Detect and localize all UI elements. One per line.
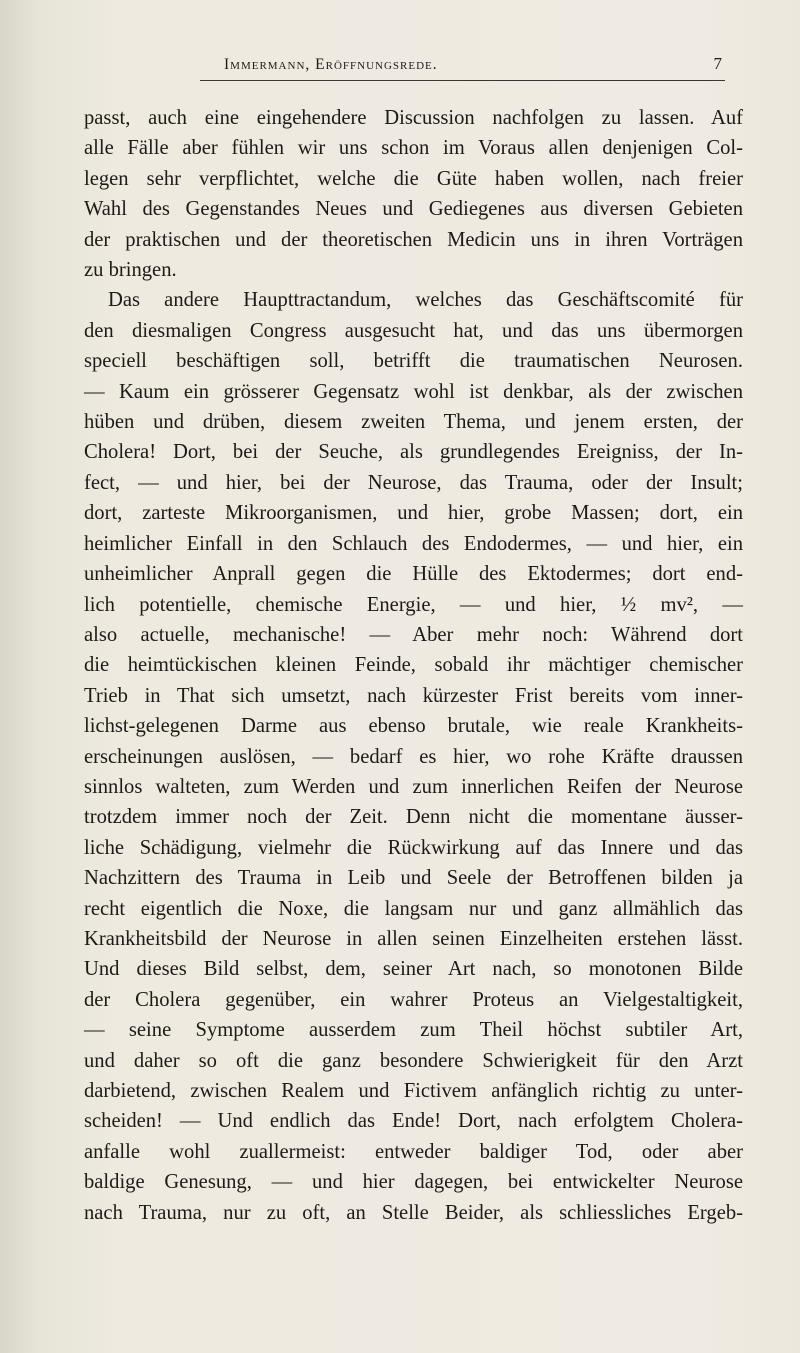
text-line: lich potentielle, chemische Energie, — und hier, ½ mv², —: [84, 593, 743, 616]
text-line: — seine Symptome ausserdem zum Theil höchst subtiler Art,: [84, 1019, 743, 1042]
text-line: Krankheitsbild der Neurose in allen seinen Einzelheiten erstehen lässt.: [84, 927, 743, 950]
text-line: alle Fälle aber fühlen wir uns schon im Voraus allen denjenigen Col-: [84, 137, 743, 160]
text-line: lichst-gelegenen Darme aus ebenso brutale, wie reale Krankheits-: [84, 715, 743, 738]
text-line: speciell beschäftigen soll, betrifft die traumatischen Neurosen.: [84, 350, 743, 373]
text-line: heimlicher Einfall in den Schlauch des Endodermes, — und hier, ein: [84, 532, 743, 555]
text-line: Cholera! Dort, bei der Seuche, als grundlegendes Ereigniss, der In-: [84, 441, 743, 464]
text-line: passt, auch eine eingehendere Discussion nachfolgen zu lassen. Auf: [84, 107, 743, 129]
text-line: anfalle wohl zuallermeist: entweder baldiger Tod, oder aber: [84, 1140, 743, 1163]
text-line: darbietend, zwischen Realem und Fictivem anfänglich richtig zu unter-: [84, 1080, 743, 1102]
body-text: [84, 103, 743, 1228]
text-line: scheiden! — Und endlich das Ende! Dort, nach erfolgtem Cholera-: [84, 1110, 743, 1133]
text-line: legen sehr verpflichtet, welche die Güte haben wollen, nach freier: [84, 167, 743, 190]
text-line: fect, — und hier, bei der Neurose, das Trauma, oder der Insult;: [84, 471, 743, 494]
text-line: also actuelle, mechanische! — Aber mehr noch: Während dort: [84, 623, 743, 646]
text-line: der praktischen und der theoretischen Medicin uns in ihren Vorträgen: [84, 228, 743, 251]
text-line: trotzdem immer noch der Zeit. Denn nicht die momentane äusser-: [84, 806, 743, 829]
text-line: liche Schädigung, vielmehr die Rückwirkung auf das Innere und das: [84, 836, 743, 859]
text-line: dort, zarteste Mikroorganismen, und hier, grobe Massen; dort, ein: [84, 502, 743, 525]
text-line: — Kaum ein grösserer Gegensatz wohl ist denkbar, als der zwischen: [84, 380, 743, 403]
text-line: baldige Genesung, — und hier dagegen, bei entwickelter Neurose: [84, 1171, 743, 1194]
text-line: Trieb in That sich umsetzt, nach kürzester Frist bereits vom inner-: [84, 684, 743, 707]
text-line: Wahl des Gegenstandes Neues und Gediegenes aus diversen Gebieten: [84, 198, 743, 221]
text-line: die heimtückischen kleinen Feinde, sobald ihr mächtiger chemischer: [84, 654, 743, 677]
text-line: Und dieses Bild selbst, dem, seiner Art nach, so monotonen Bilde: [84, 958, 743, 981]
text-line: Nachzittern des Trauma in Leib und Seele der Betroffenen bilden ja: [84, 867, 743, 890]
text-line: nach Trauma, nur zu oft, an Stelle Beider, als schliessliches Ergeb-: [84, 1201, 743, 1224]
text-line: hüben und drüben, diesem zweiten Thema, und jenem ersten, der: [84, 411, 743, 434]
text-line: recht eigentlich die Noxe, die langsam nur und ganz allmählich das: [84, 897, 743, 920]
text-line: Das andere Haupttractandum, welches das Geschäftscomité für: [108, 289, 743, 312]
page-header: [200, 50, 725, 81]
text-line: zu bringen.: [84, 259, 177, 282]
text-line: erscheinungen auslösen, — bedarf es hier, wo rohe Kräfte draussen: [84, 745, 743, 768]
running-head: Immermann, Eröffnungsrede.: [224, 56, 438, 73]
text-line: den diesmaligen Congress ausgesucht hat, und das uns übermorgen: [84, 319, 743, 342]
text-line: und daher so oft die ganz besondere Schwierigkeit für den Arzt: [84, 1049, 743, 1072]
text-line: unheimlicher Anprall gegen die Hülle des Ektodermes; dort end-: [84, 563, 743, 586]
text-line: sinnlos walteten, zum Werden und zum innerlichen Reifen der Neurose: [84, 775, 743, 798]
page-number: 7: [713, 54, 722, 73]
text-line: der Cholera gegenüber, ein wahrer Proteus an Vielgestaltigkeit,: [84, 988, 743, 1011]
